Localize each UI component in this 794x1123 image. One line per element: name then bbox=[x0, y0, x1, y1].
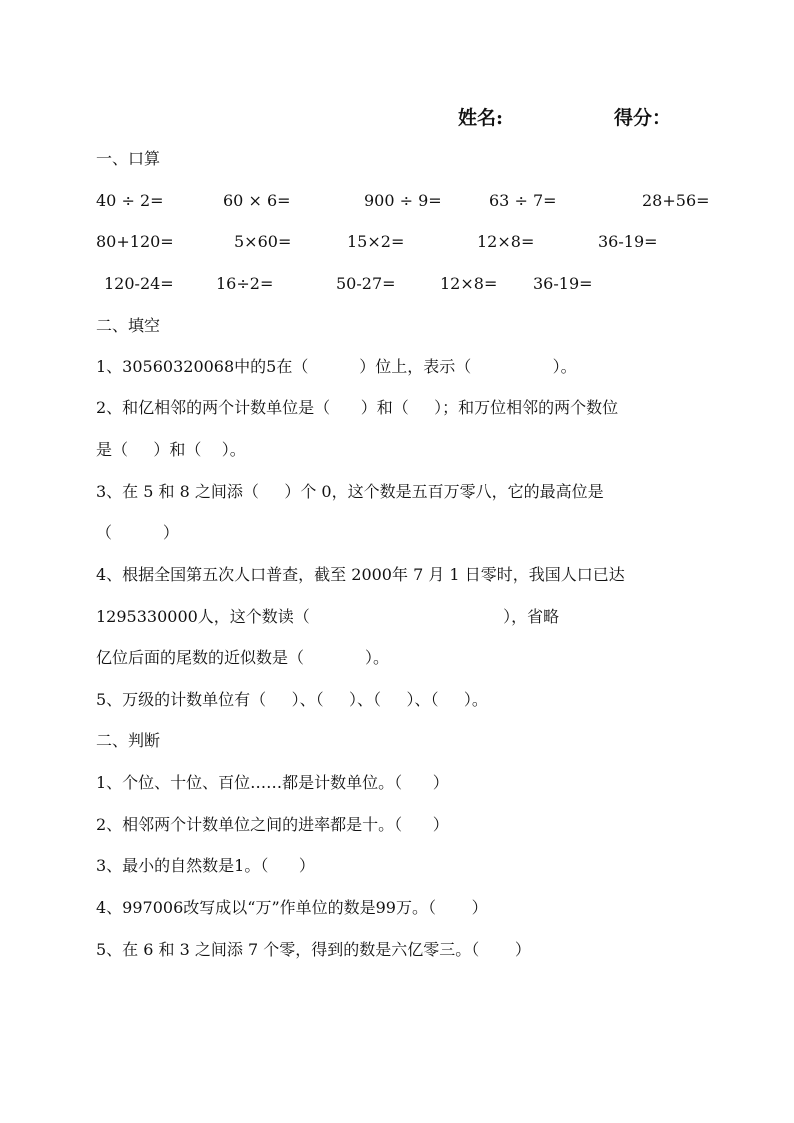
calc-item: 63 ÷ 7= bbox=[489, 191, 557, 210]
fill-question-3-line-1: 3、在 5 和 8 之间添（ ）个 0，这个数是五百万零八，它的最高位是 bbox=[96, 482, 604, 501]
calc-item: 12×8= bbox=[477, 232, 535, 251]
calc-item: 5×60= bbox=[234, 232, 292, 251]
fill-question-4-line-2: 1295330000人，这个数读（ ），省略 bbox=[96, 607, 560, 626]
calc-item: 15×2= bbox=[347, 232, 405, 251]
calc-item: 36-19= bbox=[598, 232, 658, 251]
calc-item: 36-19= bbox=[533, 274, 593, 293]
fill-question-5: 5、万级的计数单位有（ ）、（ ）、（ ）、（ ）。 bbox=[96, 690, 488, 709]
judgement-question-2: 2、相邻两个计数单位之间的进率都是十。（ ） bbox=[96, 815, 449, 834]
fill-question-4-line-3: 亿位后面的尾数的近似数是（ ）。 bbox=[96, 648, 390, 667]
calc-item: 60 × 6= bbox=[223, 191, 291, 210]
name-label: 姓名: bbox=[458, 107, 504, 129]
calc-item: 50-27= bbox=[336, 274, 396, 293]
fill-question-1: 1、30560320068中的5在（ ）位上，表示（ ）。 bbox=[96, 357, 577, 376]
section-title-oral-calculation: 一、口算 bbox=[96, 149, 161, 168]
judgement-question-1: 1、个位、十位、百位……都是计数单位。（ ） bbox=[96, 773, 449, 792]
calc-item: 28+56= bbox=[642, 191, 710, 210]
judgement-question-5: 5、在 6 和 3 之间添 7 个零，得到的数是六亿零三。（ ） bbox=[96, 940, 531, 959]
calc-item: 40 ÷ 2= bbox=[96, 191, 164, 210]
judgement-question-4: 4、997006改写成以“万”作单位的数是99万。（ ） bbox=[96, 898, 488, 917]
fill-question-4-line-1: 4、根据全国第五次人口普查，截至 2000年 7 月 1 日零时，我国人口已达 bbox=[96, 565, 625, 584]
calc-item: 80+120= bbox=[96, 232, 174, 251]
fill-question-2-line-1: 2、和亿相邻的两个计数单位是（ ）和（ ）；和万位相邻的两个数位 bbox=[96, 398, 619, 417]
score-label: 得分： bbox=[614, 107, 672, 129]
fill-question-2-line-2: 是（ ）和（ ）。 bbox=[96, 440, 246, 459]
calc-item: 900 ÷ 9= bbox=[364, 191, 442, 210]
section-title-judgement: 二、判断 bbox=[96, 731, 161, 750]
section-title-fill-in: 二、填空 bbox=[96, 316, 161, 335]
judgement-question-3: 3、最小的自然数是1。（ ） bbox=[96, 856, 315, 875]
calc-item: 120-24= bbox=[104, 274, 174, 293]
fill-question-3-line-2: （ ） bbox=[96, 523, 179, 542]
calc-item: 16÷2= bbox=[216, 274, 274, 293]
calc-item: 12×8= bbox=[440, 274, 498, 293]
